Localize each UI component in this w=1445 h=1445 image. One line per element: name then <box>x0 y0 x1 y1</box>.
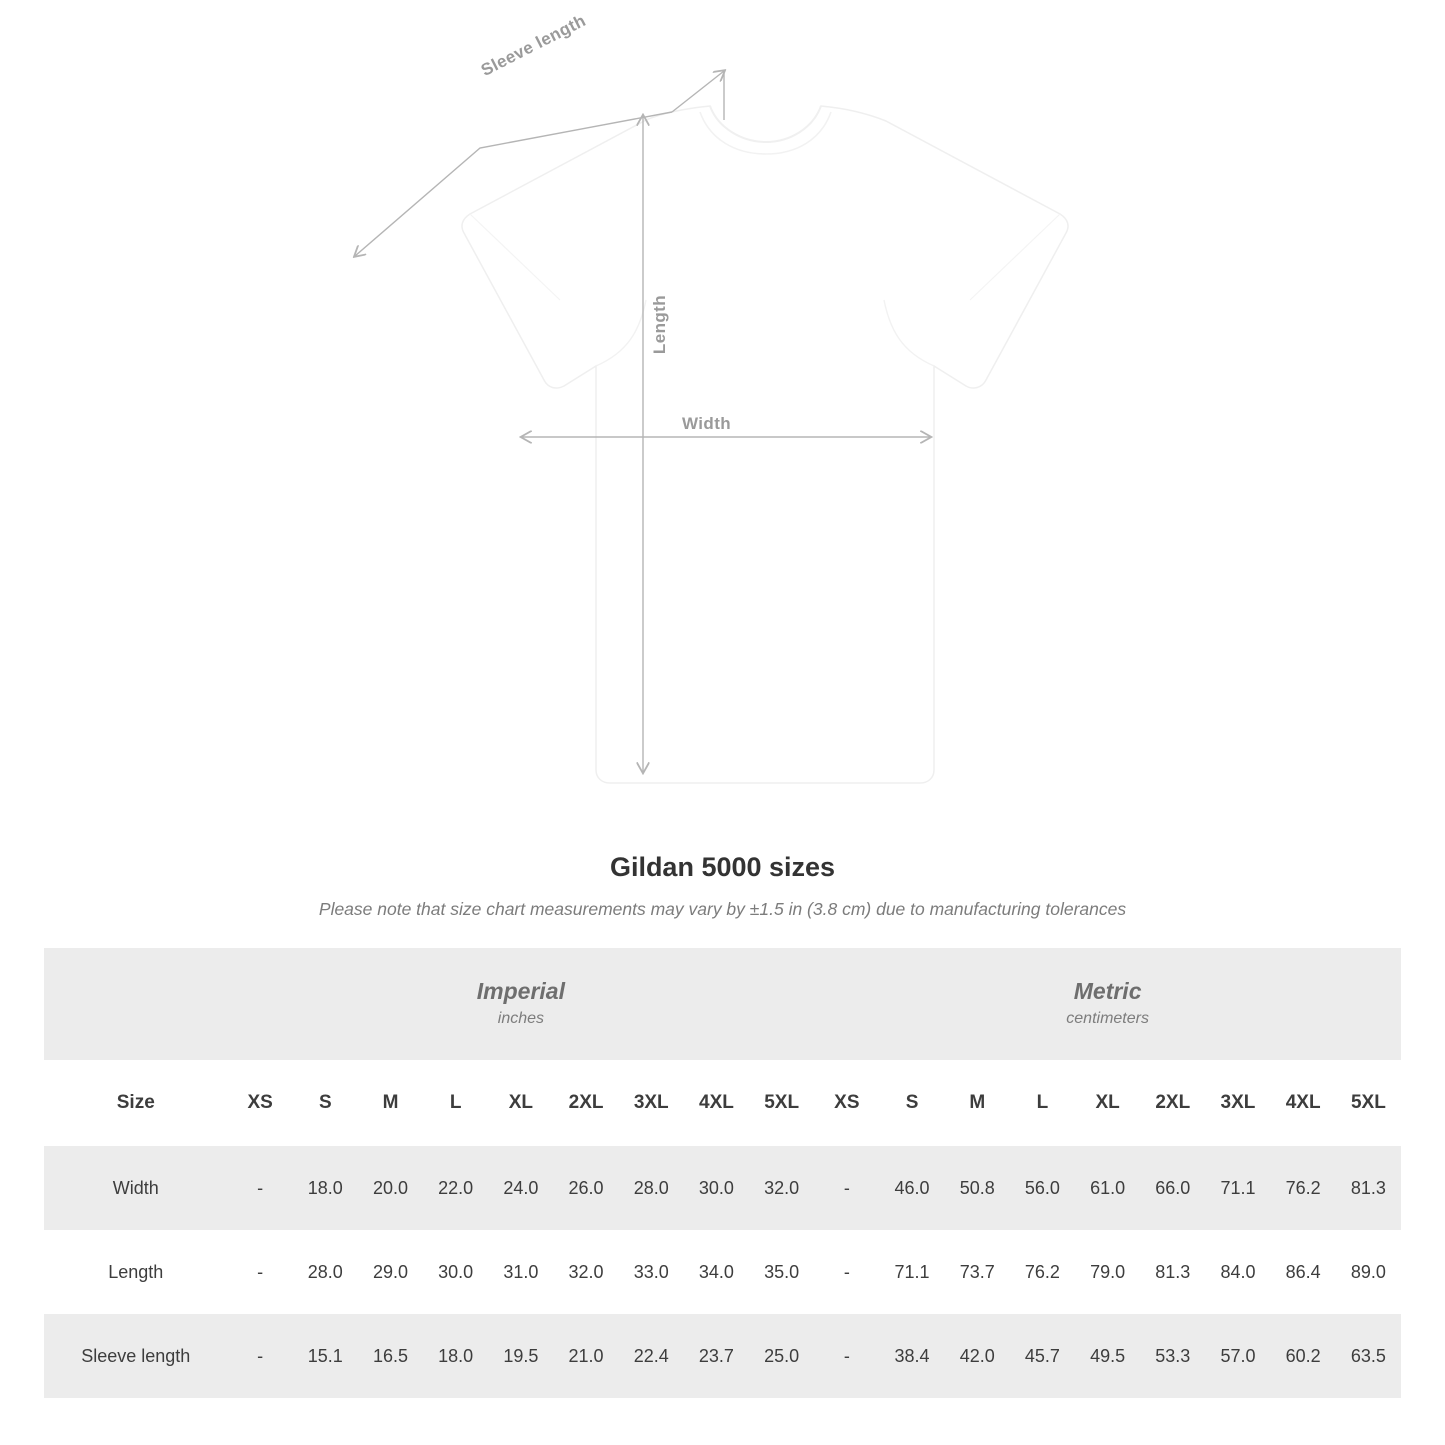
measurement-cell: - <box>814 1146 879 1230</box>
measurement-cell: 60.2 <box>1271 1314 1336 1398</box>
measurement-cell: 35.0 <box>749 1230 814 1314</box>
measurement-cell: 61.0 <box>1075 1146 1140 1230</box>
size-header-cell: S <box>879 1060 944 1146</box>
size-table-container <box>44 948 1401 1398</box>
measurement-cell: 71.1 <box>1205 1146 1270 1230</box>
size-table <box>44 948 1401 1398</box>
size-header-cell: XS <box>228 1060 293 1146</box>
measurement-cell: 34.0 <box>684 1230 749 1314</box>
measurement-cell: 32.0 <box>553 1230 618 1314</box>
measurement-cell: 15.1 <box>293 1314 358 1398</box>
measurement-cell: 30.0 <box>684 1146 749 1230</box>
size-header-cell: 4XL <box>1271 1060 1336 1146</box>
measurement-cell: 28.0 <box>619 1146 684 1230</box>
measurement-cell: 22.0 <box>423 1146 488 1230</box>
measurement-cell: 21.0 <box>553 1314 618 1398</box>
measurement-cell: 29.0 <box>358 1230 423 1314</box>
unit-name: Imperial <box>476 977 565 1004</box>
unit-subtitle: centimeters <box>1066 1009 1149 1027</box>
table-row <box>44 1146 1401 1230</box>
measurement-cell: - <box>228 1230 293 1314</box>
measurement-cell: 30.0 <box>423 1230 488 1314</box>
measurement-cell: 71.1 <box>879 1230 944 1314</box>
measurement-cell: 18.0 <box>293 1146 358 1230</box>
measurement-cell: 76.2 <box>1271 1146 1336 1230</box>
size-header-cell: M <box>945 1060 1010 1146</box>
measurement-cell: 57.0 <box>1205 1314 1270 1398</box>
measurement-cell: 32.0 <box>749 1146 814 1230</box>
measurement-cell: 46.0 <box>879 1146 944 1230</box>
unit-name: Metric <box>1073 977 1142 1004</box>
measurement-cell: 89.0 <box>1336 1230 1401 1314</box>
row-label: Length <box>44 1230 228 1314</box>
measurement-cell: 53.3 <box>1140 1314 1205 1398</box>
unit-header-imperial <box>228 948 815 1060</box>
unit-header-metric <box>814 948 1401 1060</box>
measurement-cell: 45.7 <box>1010 1314 1075 1398</box>
measurement-cell: 19.5 <box>488 1314 553 1398</box>
measurement-cell: 84.0 <box>1205 1230 1270 1314</box>
measurement-cell: - <box>814 1230 879 1314</box>
measurement-cell: - <box>228 1146 293 1230</box>
measurement-cell: 20.0 <box>358 1146 423 1230</box>
measurement-cell: - <box>228 1314 293 1398</box>
measurement-cell: 31.0 <box>488 1230 553 1314</box>
measurement-cell: 76.2 <box>1010 1230 1075 1314</box>
unit-header-row <box>44 948 1401 1060</box>
size-header-cell: 2XL <box>1140 1060 1205 1146</box>
measurement-cell: 28.0 <box>293 1230 358 1314</box>
size-header-cell: M <box>358 1060 423 1146</box>
size-header-cell: XS <box>814 1060 879 1146</box>
unit-header-spacer <box>44 948 228 1060</box>
page-title: Gildan 5000 sizes <box>609 852 836 882</box>
length-label: Length <box>650 295 669 355</box>
size-column-label: Size <box>44 1060 228 1146</box>
row-label: Width <box>44 1146 228 1230</box>
measurement-cell: 56.0 <box>1010 1146 1075 1230</box>
measurement-cell: 79.0 <box>1075 1230 1140 1314</box>
row-label: Sleeve length <box>44 1314 228 1398</box>
size-header-cell: 5XL <box>749 1060 814 1146</box>
tolerance-note: Please note that size chart measurements may vary by ±1.5 in (3.8 cm) due to manufacturing tolerances <box>318 899 1127 919</box>
unit-subtitle: inches <box>497 1009 545 1027</box>
size-chart-heading <box>0 852 1445 920</box>
size-header-cell: 2XL <box>553 1060 618 1146</box>
size-header-cell: L <box>1010 1060 1075 1146</box>
table-row <box>44 1314 1401 1398</box>
measurement-cell: 86.4 <box>1271 1230 1336 1314</box>
measurement-cell: 81.3 <box>1336 1146 1401 1230</box>
measurement-cell: 49.5 <box>1075 1314 1140 1398</box>
measurement-cell: 73.7 <box>945 1230 1010 1314</box>
measurement-cell: 63.5 <box>1336 1314 1401 1398</box>
measurement-cell: 22.4 <box>619 1314 684 1398</box>
measurement-cell: 42.0 <box>945 1314 1010 1398</box>
measurement-cell: 50.8 <box>945 1146 1010 1230</box>
measurement-cell: 66.0 <box>1140 1146 1205 1230</box>
measurement-cell: 16.5 <box>358 1314 423 1398</box>
size-header-cell: 4XL <box>684 1060 749 1146</box>
measurement-cell: 33.0 <box>619 1230 684 1314</box>
width-label: Width <box>682 414 732 433</box>
sleeve-length-label: Sleeve length <box>478 10 589 80</box>
size-header-cell: 3XL <box>1205 1060 1270 1146</box>
size-header-cell: 5XL <box>1336 1060 1401 1146</box>
size-header-cell: L <box>423 1060 488 1146</box>
measurement-cell: 81.3 <box>1140 1230 1205 1314</box>
measurement-cell: 24.0 <box>488 1146 553 1230</box>
measurement-cell: - <box>814 1314 879 1398</box>
size-header-cell: S <box>293 1060 358 1146</box>
measurement-cell: 25.0 <box>749 1314 814 1398</box>
tshirt-shape <box>462 106 1068 783</box>
table-row <box>44 1230 1401 1314</box>
size-header-row <box>44 1060 1401 1146</box>
measurement-cell: 18.0 <box>423 1314 488 1398</box>
size-header-cell: 3XL <box>619 1060 684 1146</box>
measurement-cell: 38.4 <box>879 1314 944 1398</box>
measurement-cell: 23.7 <box>684 1314 749 1398</box>
size-header-cell: XL <box>488 1060 553 1146</box>
measurement-cell: 26.0 <box>553 1146 618 1230</box>
size-header-cell: XL <box>1075 1060 1140 1146</box>
